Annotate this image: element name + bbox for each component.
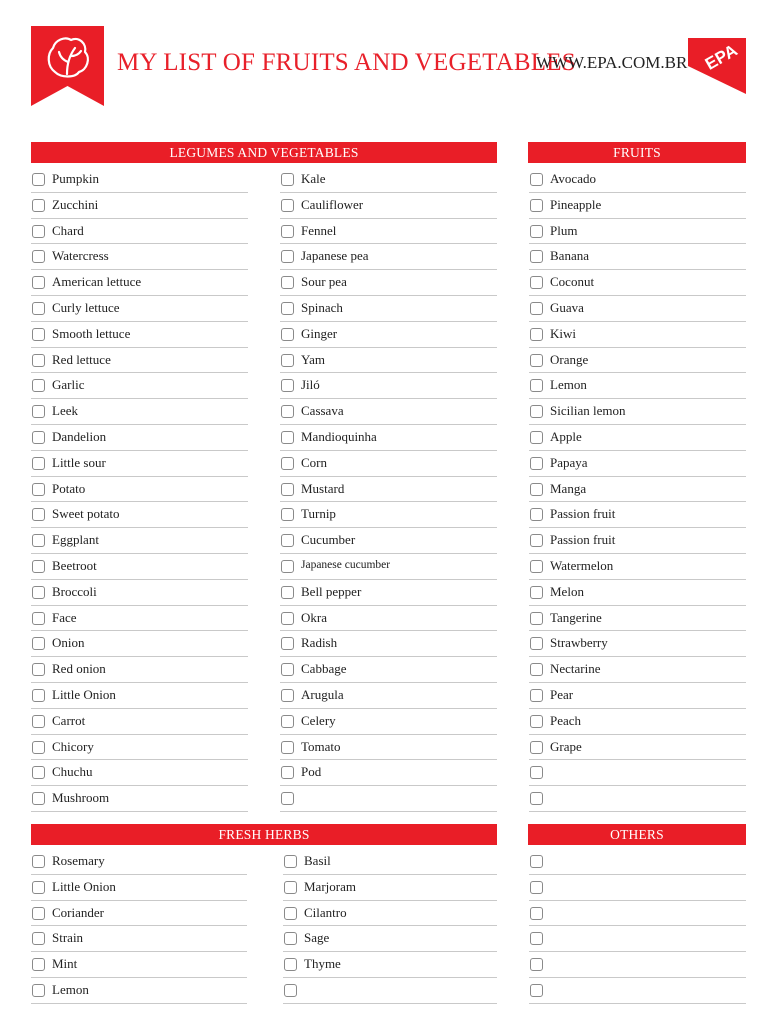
checkbox[interactable] — [281, 457, 294, 470]
checklist-item — [280, 760, 497, 786]
checklist-item — [283, 875, 497, 901]
checkbox[interactable] — [32, 225, 45, 238]
checkbox[interactable] — [281, 792, 294, 805]
item-label: Marjoram — [304, 878, 356, 894]
checkbox[interactable] — [281, 431, 294, 444]
checklist-item — [31, 580, 248, 606]
checklist-item — [529, 735, 746, 761]
herbs-column-2 — [283, 849, 497, 1004]
checkbox[interactable] — [530, 225, 543, 238]
checkbox[interactable] — [530, 405, 543, 418]
checkbox[interactable] — [281, 302, 294, 315]
checklist-item — [31, 219, 248, 245]
checklist-item — [280, 709, 497, 735]
item-label: Basil — [304, 853, 331, 868]
checkbox[interactable] — [530, 276, 543, 289]
item-label: Papaya — [550, 454, 588, 470]
checklist-item — [529, 709, 746, 735]
checkbox[interactable] — [281, 637, 294, 650]
checklist-item — [529, 296, 746, 322]
legumes-vegetables-header: LEGUMES AND VEGETABLES — [31, 142, 497, 163]
item-label: Beetroot — [52, 557, 97, 573]
checklist-item — [529, 786, 746, 812]
checklist-item — [280, 735, 497, 761]
item-label: Coconut — [550, 274, 595, 290]
item-label: Jiló — [301, 377, 320, 393]
checklist-item — [529, 849, 746, 875]
item-label: Passion fruit — [550, 506, 616, 522]
checklist-item — [529, 926, 746, 952]
checklist-item — [31, 373, 248, 399]
checkbox[interactable] — [281, 741, 294, 754]
checklist-item — [529, 270, 746, 296]
item-label: Grape — [550, 738, 582, 754]
checklist-item — [529, 760, 746, 786]
checkbox[interactable] — [530, 689, 543, 702]
legumes-column-1 — [31, 167, 248, 812]
checkbox[interactable] — [530, 328, 543, 341]
checklist-item — [31, 322, 248, 348]
item-label: Strawberry — [550, 635, 608, 651]
item-label: Kale — [301, 171, 326, 186]
item-label: Spinach — [301, 299, 343, 315]
checklist-item — [280, 322, 497, 348]
item-label: Cucumber — [301, 532, 356, 548]
checklist-item — [529, 606, 746, 632]
item-label: Carrot — [52, 712, 86, 728]
checkbox[interactable] — [530, 932, 543, 945]
checkbox[interactable] — [281, 199, 294, 212]
checklist-item — [31, 606, 248, 632]
checkbox[interactable] — [281, 560, 294, 573]
checkbox[interactable] — [530, 431, 543, 444]
item-label: Smooth lettuce — [52, 325, 131, 341]
checkbox[interactable] — [281, 766, 294, 779]
item-label: Melon — [550, 583, 584, 599]
checkbox[interactable] — [530, 173, 543, 186]
item-label: Dandelion — [52, 428, 107, 444]
checkbox[interactable] — [530, 766, 543, 779]
item-label: Bell pepper — [301, 583, 362, 599]
checklist-item — [529, 193, 746, 219]
checklist-item — [31, 502, 248, 528]
checkbox[interactable] — [32, 881, 45, 894]
checkbox[interactable] — [530, 984, 543, 997]
checklist-item — [31, 735, 248, 761]
item-label: Banana — [550, 248, 589, 264]
checkbox[interactable] — [32, 250, 45, 263]
checklist-item — [529, 952, 746, 978]
checkbox[interactable] — [530, 354, 543, 367]
checkbox[interactable] — [32, 560, 45, 573]
checkbox[interactable] — [32, 405, 45, 418]
logo-text: EPA — [701, 40, 741, 74]
checklist-item — [31, 167, 248, 193]
item-label: Potato — [52, 480, 86, 496]
checklist-item — [283, 849, 497, 875]
checklist-item — [280, 270, 497, 296]
item-label: Leek — [52, 403, 78, 419]
item-label: Japanese cucumber — [301, 558, 391, 571]
item-label: Strain — [52, 930, 84, 946]
checkbox[interactable] — [32, 958, 45, 971]
item-label: Cauliflower — [301, 196, 364, 212]
checkbox[interactable] — [281, 663, 294, 676]
item-label: Celery — [301, 712, 336, 728]
item-label: Thyme — [304, 956, 341, 972]
item-label: Okra — [301, 609, 327, 625]
item-label: Eggplant — [52, 532, 99, 548]
item-label: Mustard — [301, 480, 345, 496]
checkbox[interactable] — [530, 663, 543, 676]
checklist-item — [31, 528, 248, 554]
epa-logo — [688, 38, 746, 94]
checklist-item — [31, 709, 248, 735]
item-label: Cabbage — [301, 661, 347, 677]
checklist-item — [31, 926, 247, 952]
checkbox[interactable] — [32, 586, 45, 599]
checklist-item — [529, 425, 746, 451]
checklist-item — [31, 760, 248, 786]
checklist-item — [529, 528, 746, 554]
checklist-item — [529, 451, 746, 477]
checkbox[interactable] — [32, 637, 45, 650]
item-label: Kiwi — [550, 325, 576, 341]
checkbox[interactable] — [530, 560, 543, 573]
checkbox[interactable] — [32, 328, 45, 341]
item-label: Sweet potato — [52, 506, 120, 522]
item-label: Turnip — [301, 506, 336, 522]
item-label: American lettuce — [52, 274, 142, 290]
checkbox[interactable] — [32, 663, 45, 676]
checkbox[interactable] — [32, 741, 45, 754]
checkbox[interactable] — [281, 225, 294, 238]
checkbox[interactable] — [284, 907, 297, 920]
checklist-item — [280, 373, 497, 399]
item-label: Chicory — [52, 738, 94, 754]
checkbox[interactable] — [32, 715, 45, 728]
item-label: Tangerine — [550, 609, 602, 625]
checklist-item — [529, 167, 746, 193]
checklist-item — [529, 554, 746, 580]
checklist-item — [31, 952, 247, 978]
checklist-item — [31, 244, 248, 270]
checklist-item — [529, 244, 746, 270]
checkbox[interactable] — [32, 792, 45, 805]
item-label: Rosemary — [52, 853, 105, 868]
checklist-item — [280, 244, 497, 270]
item-label: Pineapple — [550, 196, 602, 212]
item-label: Pumpkin — [52, 171, 99, 186]
item-label: Lemon — [550, 377, 587, 393]
header-bookmark — [31, 26, 104, 106]
checklist-item — [280, 425, 497, 451]
checkbox[interactable] — [281, 689, 294, 702]
item-label: Sicilian lemon — [550, 403, 626, 419]
checklist-item — [280, 786, 497, 812]
checkbox[interactable] — [32, 612, 45, 625]
checkbox[interactable] — [284, 855, 297, 868]
item-label: Avocado — [550, 171, 596, 186]
item-label: Chuchu — [52, 764, 93, 780]
item-label: Pod — [301, 764, 322, 780]
checkbox[interactable] — [32, 508, 45, 521]
checkbox[interactable] — [530, 586, 543, 599]
checklist-item — [31, 451, 248, 477]
fresh-herbs-header: FRESH HERBS — [31, 824, 497, 845]
checkbox[interactable] — [32, 932, 45, 945]
item-label: Cassava — [301, 403, 344, 419]
checkbox[interactable] — [32, 483, 45, 496]
checklist-item — [529, 580, 746, 606]
item-label: Mushroom — [52, 790, 110, 806]
checkbox[interactable] — [281, 173, 294, 186]
item-label: Cilantro — [304, 904, 347, 920]
item-label: Guava — [550, 299, 584, 315]
item-label: Arugula — [301, 686, 344, 702]
checklist-item — [31, 399, 248, 425]
page-title: MY LIST OF FRUITS AND VEGETABLES — [117, 49, 576, 76]
checklist-item — [529, 502, 746, 528]
item-label: Radish — [301, 635, 338, 651]
checklist-item — [31, 554, 248, 580]
website-url[interactable]: WWW.EPA.COM.BR — [536, 53, 688, 72]
item-label: Onion — [52, 635, 85, 651]
item-label: Manga — [550, 480, 587, 496]
item-label: Mint — [52, 956, 78, 972]
checkbox[interactable] — [281, 483, 294, 496]
checklist-item — [280, 296, 497, 322]
item-label: Sour pea — [301, 274, 347, 290]
item-label: Plum — [550, 222, 578, 238]
checkbox[interactable] — [530, 508, 543, 521]
checkbox[interactable] — [281, 612, 294, 625]
checklist-item — [529, 683, 746, 709]
item-label: Watercress — [52, 248, 109, 264]
item-label: Zucchini — [52, 196, 99, 212]
checkbox[interactable] — [530, 881, 543, 894]
checklist-item — [529, 373, 746, 399]
checklist-item — [283, 926, 497, 952]
checklist-item — [280, 399, 497, 425]
checkbox[interactable] — [281, 379, 294, 392]
item-label: Little Onion — [52, 686, 116, 702]
checklist-item — [280, 554, 497, 580]
checkbox[interactable] — [281, 534, 294, 547]
checkbox[interactable] — [284, 984, 297, 997]
item-label: Peach — [550, 712, 582, 728]
item-label: Tomato — [301, 738, 341, 754]
item-label: Apple — [550, 428, 582, 444]
checkbox[interactable] — [32, 173, 45, 186]
checkbox[interactable] — [530, 534, 543, 547]
checklist-item — [280, 348, 497, 374]
checkbox[interactable] — [530, 637, 543, 650]
checklist-item — [31, 477, 248, 503]
checkbox[interactable] — [530, 855, 543, 868]
checkbox[interactable] — [281, 354, 294, 367]
checkbox[interactable] — [32, 354, 45, 367]
checklist-item — [280, 451, 497, 477]
checklist-item — [280, 219, 497, 245]
checklist-item — [280, 477, 497, 503]
checkbox[interactable] — [530, 715, 543, 728]
item-label: Yam — [301, 351, 325, 367]
item-label: Corn — [301, 454, 327, 470]
checklist-item — [529, 348, 746, 374]
checklist-item — [280, 631, 497, 657]
checkbox[interactable] — [530, 612, 543, 625]
checkbox[interactable] — [32, 855, 45, 868]
fruits-column — [529, 167, 746, 812]
checkbox[interactable] — [284, 958, 297, 971]
others-column — [529, 849, 746, 1004]
checklist-item — [283, 901, 497, 927]
checkbox[interactable] — [530, 483, 543, 496]
item-label: Passion fruit — [550, 532, 616, 548]
checklist-item — [280, 502, 497, 528]
checkbox[interactable] — [284, 881, 297, 894]
item-label: Lemon — [52, 981, 89, 997]
checklist-item — [529, 477, 746, 503]
item-label: Curly lettuce — [52, 299, 120, 315]
checklist-item — [31, 849, 247, 875]
item-label: Little Onion — [52, 878, 116, 894]
checkbox[interactable] — [32, 457, 45, 470]
checklist-item — [280, 580, 497, 606]
checkbox[interactable] — [32, 766, 45, 779]
checkbox[interactable] — [32, 379, 45, 392]
checklist-item — [280, 683, 497, 709]
checkbox[interactable] — [530, 250, 543, 263]
checklist-item — [31, 631, 248, 657]
item-label: Japanese pea — [301, 248, 369, 264]
checkbox[interactable] — [530, 958, 543, 971]
checkbox[interactable] — [530, 907, 543, 920]
checkbox[interactable] — [530, 302, 543, 315]
checkbox[interactable] — [32, 689, 45, 702]
checkbox[interactable] — [281, 276, 294, 289]
item-label: Watermelon — [550, 557, 614, 573]
checkbox[interactable] — [32, 199, 45, 212]
item-label: Coriander — [52, 904, 104, 920]
checklist-item — [529, 978, 746, 1004]
legumes-column-2 — [280, 167, 497, 812]
checklist-item — [31, 296, 248, 322]
checkbox[interactable] — [530, 199, 543, 212]
checklist-item — [31, 875, 247, 901]
checklist-item — [283, 978, 497, 1004]
others-header: OTHERS — [528, 824, 746, 845]
checklist-item — [31, 193, 248, 219]
item-label: Chard — [52, 222, 84, 238]
item-label: Little sour — [52, 454, 106, 470]
checkbox[interactable] — [284, 932, 297, 945]
checklist-item — [280, 606, 497, 632]
checkbox[interactable] — [281, 328, 294, 341]
checklist-item — [529, 322, 746, 348]
checkbox[interactable] — [32, 276, 45, 289]
checklist-item — [529, 875, 746, 901]
checklist-item — [280, 167, 497, 193]
checkbox[interactable] — [32, 431, 45, 444]
item-label: Broccoli — [52, 583, 97, 599]
checkbox[interactable] — [281, 405, 294, 418]
checklist-item — [31, 425, 248, 451]
checkbox[interactable] — [32, 534, 45, 547]
checklist-item — [31, 901, 247, 927]
checklist-item — [529, 657, 746, 683]
checkbox[interactable] — [530, 457, 543, 470]
checklist-item — [529, 631, 746, 657]
item-label: Garlic — [52, 377, 85, 393]
checkbox[interactable] — [281, 715, 294, 728]
item-label: Face — [52, 609, 77, 625]
checkbox[interactable] — [530, 792, 543, 805]
checklist-item — [31, 348, 248, 374]
checkbox[interactable] — [281, 250, 294, 263]
checklist-item — [280, 657, 497, 683]
checklist-item — [31, 683, 248, 709]
item-label: Ginger — [301, 325, 338, 341]
checklist-item — [280, 528, 497, 554]
checklist-item — [529, 399, 746, 425]
checklist-item — [280, 193, 497, 219]
checklist-item — [31, 270, 248, 296]
checklist-item — [31, 786, 248, 812]
item-label: Red lettuce — [52, 351, 111, 367]
checklist-item — [31, 657, 248, 683]
checklist-item — [31, 978, 247, 1004]
item-label: Sage — [304, 930, 330, 946]
checkbox[interactable] — [281, 508, 294, 521]
item-label: Red onion — [52, 661, 106, 677]
checkbox[interactable] — [530, 379, 543, 392]
fruits-header: FRUITS — [528, 142, 746, 163]
checkbox[interactable] — [530, 741, 543, 754]
checkbox[interactable] — [32, 907, 45, 920]
item-label: Fennel — [301, 222, 337, 238]
item-label: Orange — [550, 351, 589, 367]
checkbox[interactable] — [281, 586, 294, 599]
item-label: Nectarine — [550, 661, 601, 677]
item-label: Pear — [550, 686, 574, 702]
checkbox[interactable] — [32, 302, 45, 315]
herbs-column-1 — [31, 849, 247, 1004]
checklist-item — [283, 952, 497, 978]
checkbox[interactable] — [32, 984, 45, 997]
item-label: Mandioquinha — [301, 428, 377, 444]
checklist-item — [529, 219, 746, 245]
checklist-item — [529, 901, 746, 927]
